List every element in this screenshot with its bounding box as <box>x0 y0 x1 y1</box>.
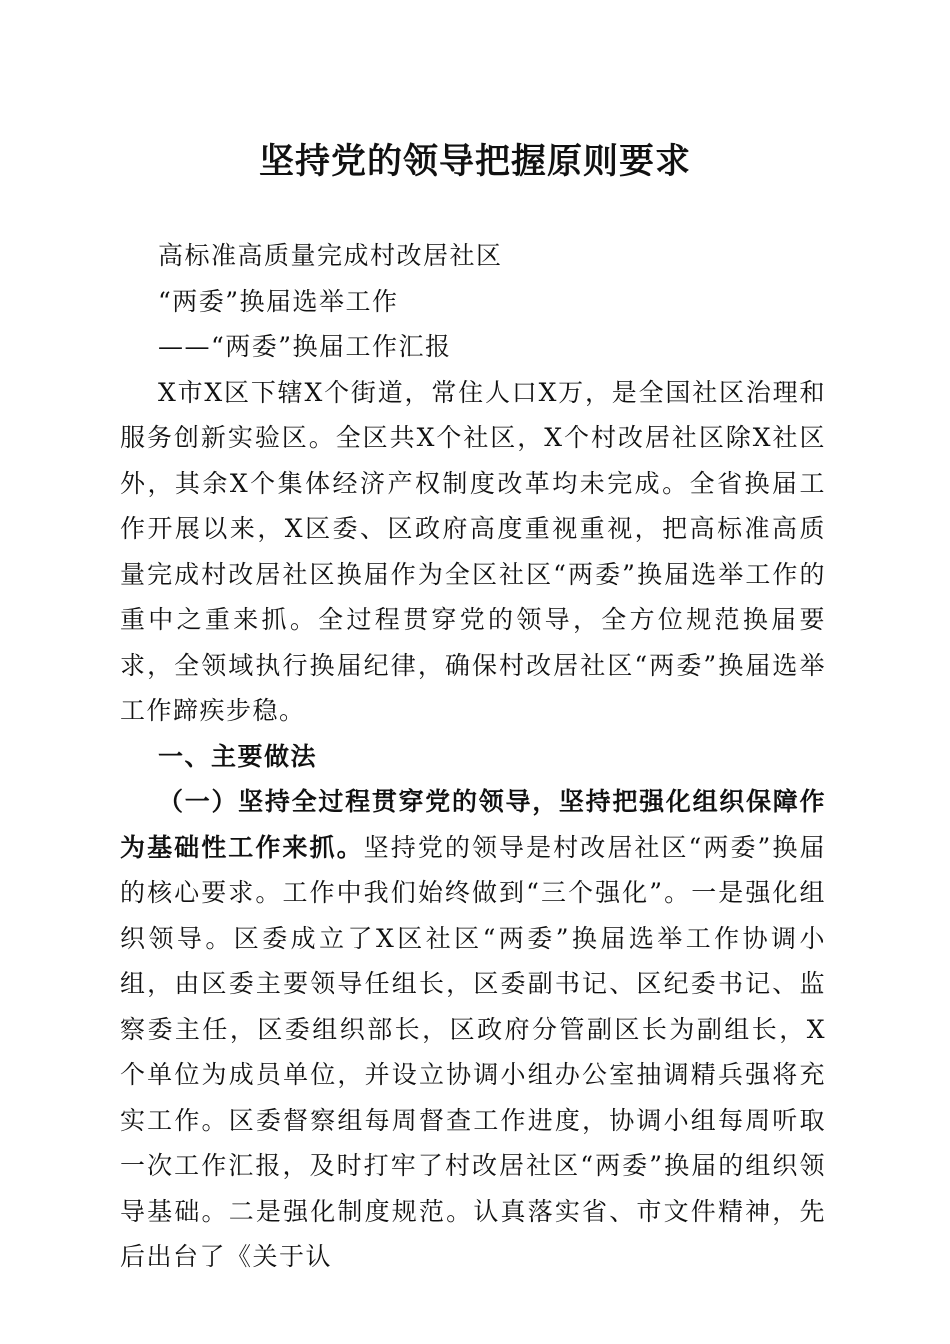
subtitle-line-2: “两委”换届选举工作 <box>158 286 399 316</box>
subsection-1-lead: （一）坚持全过程贯穿党的领导，坚持把强化组织保障作为基础性工作来抓。 <box>120 787 826 862</box>
document-title: 坚持党的领导把握原则要求 <box>258 142 691 182</box>
subtitle-line-3: ——“两委”换届工作汇报 <box>158 332 452 361</box>
section-1-heading: 一、主要做法 <box>158 741 318 771</box>
document-body <box>120 233 826 1280</box>
subsection-1-body: 坚持党的领导是村改居社区“两委”换届的核心要求。工作中我们始终做到“三个强化”。一是强化组织领导。区委成立了X区社区“两委”换届选举工作协调小组，由区委主要领导任组长，区委副书记、区纪委书记、监察委主任，区委组织部长，区政府分管副区长为副组长，X个单位为成员单位，并设立协调小组办公室抽调精兵强将充实工作。区委督察组每周督查工作进度，协调小组每周听取一次工作汇报，及时打牢了村改居社区“两委”换届的组织领导基础。二是强化制度规范。认真落实省、市文件精神，先后出台了《关于认 <box>120 832 826 1271</box>
subtitle-line-1: 高标准高质量完成村改居社区 <box>158 241 503 270</box>
intro-paragraph: X市X区下辖X个街道，常住人口X万，是全国社区治理和服务创新实验区。全区共X个社区，X个村改居社区除X社区外，其余X个集体经济产权制度改革均未完成。全省换届工作开展以来，X区委、区政府高度重视重视，把高标准高质量完成村改居社区换届作为全区社区“两委”换届选举工作的重中之重来抓。全过程贯穿党的领导，全方位规范换届要求，全领域执行换届纪律，确保村改居社区“两委”换届选举工作蹄疾步稳。 <box>120 377 826 725</box>
subsection-1-paragraph <box>120 779 826 1280</box>
